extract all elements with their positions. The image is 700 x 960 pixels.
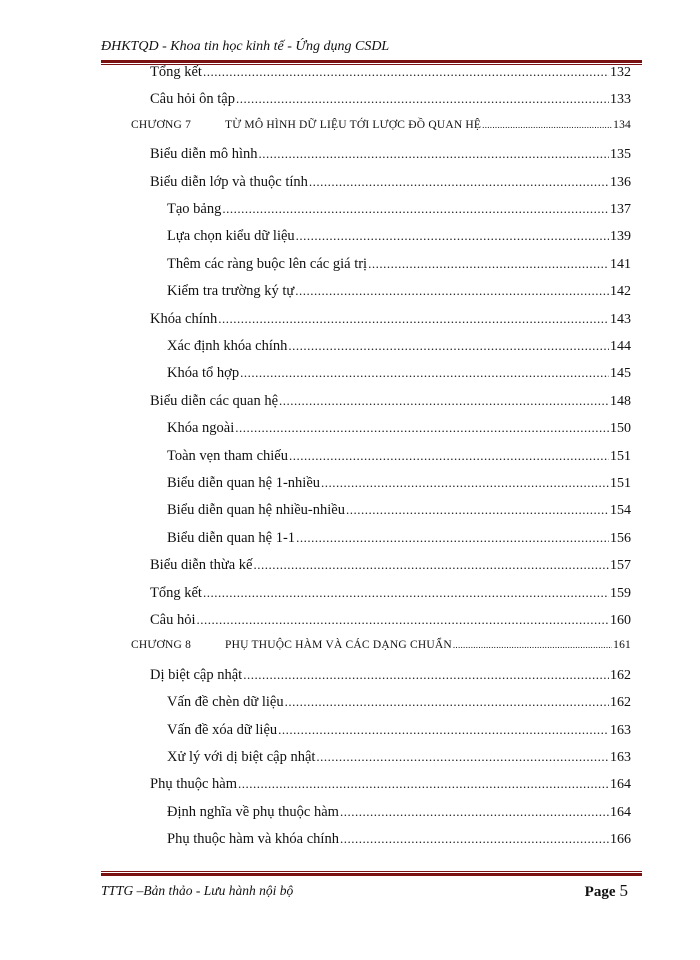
toc-entry-label [131, 639, 453, 651]
dot-leader [295, 283, 609, 299]
toc-page-number: 151 [610, 476, 631, 491]
dot-leader [340, 831, 609, 847]
toc-page-number: 156 [610, 530, 631, 546]
toc-entry[interactable] [150, 557, 631, 577]
toc-entry[interactable] [167, 228, 631, 248]
toc-entry[interactable] [150, 146, 631, 166]
dot-leader [321, 475, 609, 491]
toc-page-number: 161 [613, 639, 631, 652]
chapter-number: CHƯƠNG 7 [131, 118, 192, 131]
toc-entry-label: Biểu diễn quan hệ nhiều-nhiều [167, 502, 345, 519]
dot-leader [288, 338, 609, 354]
dot-leader [238, 776, 609, 792]
dot-leader [368, 256, 609, 272]
dot-leader [218, 311, 609, 327]
toc-entry-label: Kiểm tra trường ký tự [167, 283, 295, 300]
page-header [101, 37, 641, 59]
toc-entry[interactable] [150, 91, 631, 111]
chapter-number: CHƯƠNG 8 [131, 639, 192, 652]
toc-entry[interactable] [167, 749, 631, 769]
dot-leader [289, 448, 609, 464]
toc-page-number: 159 [610, 585, 631, 601]
toc-entry[interactable] [167, 502, 631, 522]
toc-entry[interactable] [167, 338, 631, 358]
toc-page-number: 166 [610, 832, 631, 848]
toc-entry-label: Xử lý với dị biệt cập nhật [167, 749, 316, 765]
dot-leader [309, 174, 609, 190]
toc-chapter-entry[interactable] [131, 639, 631, 659]
dot-leader [346, 502, 609, 518]
toc-page-number: 148 [610, 393, 631, 409]
toc-entry-label: Vấn đề xóa dữ liệu [167, 721, 278, 738]
toc-page-number: 133 [610, 92, 631, 108]
toc-entry-label: Tổng kết [150, 584, 202, 601]
dot-leader [296, 530, 609, 546]
header-title: ĐHKTQD - Khoa tin học kinh tế - Ứng dụng CSDL [101, 39, 390, 54]
toc-page-number: 145 [610, 366, 631, 382]
toc-page-number: 150 [610, 421, 631, 437]
toc-entry-label: Câu hỏi ôn tập [150, 91, 235, 108]
dot-leader [222, 201, 609, 217]
toc-page-number: 157 [610, 558, 631, 574]
toc-entry[interactable] [167, 722, 631, 742]
toc-entry-label: Khóa tổ hợp [167, 365, 240, 382]
toc-page-number: 132 [610, 65, 631, 80]
toc-entry[interactable] [150, 667, 631, 687]
dot-leader [197, 612, 609, 628]
footer-rule [101, 871, 642, 876]
dot-leader [203, 64, 609, 80]
dot-leader [240, 365, 609, 381]
toc-page-number: 144 [610, 339, 631, 354]
toc-entry-label [131, 119, 482, 131]
toc-entry[interactable] [167, 420, 631, 440]
toc-page-number: 134 [613, 118, 631, 131]
toc-page-number: 142 [610, 284, 631, 300]
chapter-title: PHỤ THUỘC HÀM VÀ CÁC DẠNG CHUẨN [225, 639, 452, 652]
toc-page-number: 163 [610, 750, 631, 765]
toc-entry-label: Khóa chính [150, 310, 218, 327]
toc-page-number: 163 [610, 722, 631, 738]
toc-entry[interactable] [167, 694, 631, 714]
dot-leader [279, 393, 609, 409]
dot-leader [296, 228, 609, 244]
toc-entry-label: Lựa chọn kiểu dữ liệu [167, 228, 295, 245]
toc-page-number: 136 [610, 174, 631, 190]
toc-entry[interactable] [150, 311, 631, 331]
toc-entry-label: Tổng kết [150, 64, 202, 80]
toc-entry[interactable] [150, 64, 631, 84]
toc-entry-label: Biểu diễn mô hình [150, 146, 258, 163]
toc-entry-label: Câu hỏi [150, 612, 196, 628]
toc-entry[interactable] [167, 201, 631, 221]
dot-leader [278, 722, 609, 738]
toc-entry[interactable] [150, 612, 631, 632]
toc-entry[interactable] [167, 448, 631, 468]
dot-leader [203, 585, 609, 601]
toc-entry[interactable] [150, 174, 631, 194]
toc-entry-label: Định nghĩa về phụ thuộc hàm [167, 803, 339, 820]
toc-entry[interactable] [167, 283, 631, 303]
toc-entry[interactable] [167, 831, 631, 851]
toc-entry-label: Thêm các ràng buộc lên các giá trị [167, 255, 368, 272]
toc-entry-label: Biểu diễn các quan hệ [150, 392, 279, 409]
toc-entry[interactable] [167, 256, 631, 276]
toc-entry[interactable] [150, 776, 631, 796]
toc-entry[interactable] [167, 530, 631, 550]
dot-leader [316, 749, 609, 765]
toc-entry[interactable] [167, 475, 631, 495]
toc-entry-label: Phụ thuộc hàm [150, 776, 237, 793]
page-footer [101, 880, 642, 902]
toc-page-number: 135 [610, 147, 631, 163]
toc-page-number: 137 [610, 202, 631, 217]
toc-entry-label: Dị biệt cập nhật [150, 666, 243, 683]
toc-page-number: 143 [610, 311, 631, 327]
toc-page-number: 160 [610, 613, 631, 628]
toc-entry-label: Toàn vẹn tham chiếu [167, 447, 288, 464]
toc-page-number: 151 [610, 448, 631, 464]
toc-entry-label: Khóa ngoài [167, 420, 235, 437]
toc-page-number: 162 [610, 695, 631, 711]
toc-entry-label: Biểu diễn lớp và thuộc tính [150, 173, 308, 190]
toc-page-number: 164 [610, 804, 631, 820]
chapter-title: TỪ MÔ HÌNH DỮ LIỆU TỚI LƯỢC ĐỒ QUAN HỆ [225, 118, 482, 131]
toc-page-number: 141 [610, 256, 631, 272]
toc-entry[interactable] [150, 585, 631, 605]
toc-entry[interactable] [150, 393, 631, 413]
dot-leader [259, 146, 609, 162]
dot-leader [482, 120, 612, 130]
dot-leader [235, 420, 609, 436]
toc-page-number: 139 [610, 229, 631, 245]
toc-page-number: 154 [610, 503, 631, 519]
page-number-value: 5 [619, 881, 628, 900]
toc-entry-label: Xác định khóa chính [167, 338, 288, 354]
dot-leader [453, 640, 612, 650]
dot-leader [243, 667, 609, 683]
dot-leader [285, 694, 609, 710]
dot-leader [253, 557, 609, 573]
footer-note: TTTG –Bản thảo - Lưu hành nội bộ [101, 883, 294, 898]
page-number [585, 881, 628, 901]
toc-entry[interactable] [167, 365, 631, 385]
dot-leader [340, 804, 609, 820]
toc-page-number: 162 [610, 667, 631, 683]
toc-entry-label: Phụ thuộc hàm và khóa chính [167, 831, 339, 848]
toc-chapter-entry[interactable] [131, 119, 631, 139]
toc-entry-label: Vấn đề chèn dữ liệu [167, 694, 284, 711]
toc-entry-label: Biểu diễn quan hệ 1-1 [167, 529, 296, 546]
toc-entry[interactable] [167, 804, 631, 824]
toc-entry-label: Tạo bảng [167, 201, 222, 217]
page-label: Page [584, 884, 616, 900]
toc-entry-label: Biểu diễn thừa kế [150, 557, 253, 574]
toc-page-number: 164 [610, 777, 631, 793]
dot-leader [236, 91, 609, 107]
toc-entry-label: Biểu diễn quan hệ 1-nhiều [167, 475, 321, 491]
